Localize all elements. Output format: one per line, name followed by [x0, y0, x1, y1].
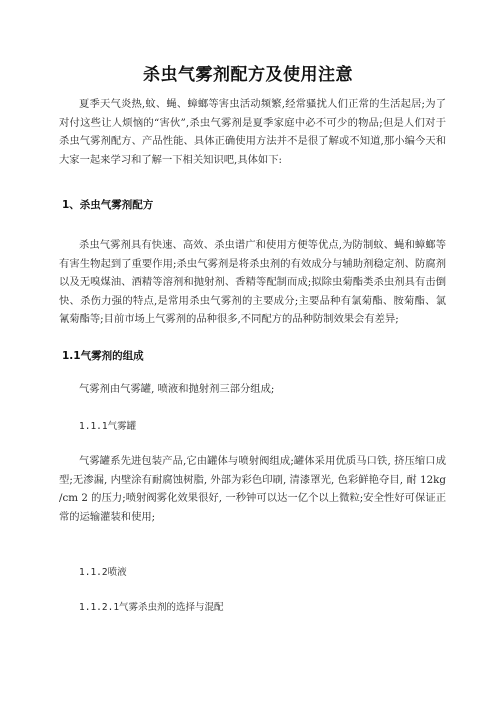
section-1-1-2-1-heading: 1.1.2.1气雾杀虫剂的选择与混配: [79, 602, 224, 613]
section-1-1-paragraph: 气雾剂由气雾罐, 喷液和抛射剂三部分组成;: [79, 383, 275, 395]
section-1-heading: 1、杀虫气雾剂配方: [62, 199, 154, 211]
section-1-1-1-paragraph: 气雾罐系先进包装产品,它由罐体与喷射阀组成;罐体采用优质马口铁, 挤压缩口成型;无渗漏, 内壁涂有耐腐蚀树脂, 外部为彩色印刷, 清漆罩光, 色彩鲜艳夺目, 耐 12kg /cm 2 的压力;喷射阀雾化效果很好, 一秒钟可以达一亿个以上微粒;安全性好可保证正常的运输灌装和使用;: [59, 455, 446, 523]
intro-paragraph: 夏季天气炎热,蚊、蝇、蟑螂等害虫活动频繁,经常骚扰人们正常的生活起居;为了对付这些让人烦恼的“害伙”,杀虫气雾剂是夏季家庭中必不可少的物品;但是人们对于杀虫气雾剂配方、产品性能、具体正确使用方法并不是很了解或不知道,那小编今天和大家一起来学习和了解一下相关知识吧,具体如下:: [59, 98, 446, 166]
section-1-1-heading: 1.1气雾剂的组成: [62, 350, 144, 362]
section-1-1-1-heading: 1.1.1气雾罐: [79, 421, 137, 432]
section-1-1-2-heading: 1.1.2喷液: [79, 567, 127, 578]
document-title: 杀虫气雾剂配方及使用注意: [143, 65, 353, 85]
section-1-paragraph: 杀虫气雾剂具有快速、高效、杀虫谱广和使用方便等优点,为防制蚊、蝇和蟑螂等有害生物起到了重要作用;杀虫气雾剂是将杀虫剂的有效成分与辅助剂稳定剂、防腐剂以及无嗅煤油、酒精等溶剂和抛射剂、香精等配制而成;拟除虫菊酯类杀虫剂具有击倒快、杀伤力强的特点,是常用杀虫气雾剂的主要成分;主要品种有氯菊酯、胺菊酯、氯氰菊酯等;目前市场上气雾剂的品种很多,不同配方的品种防制效果会有差异;: [59, 239, 446, 325]
